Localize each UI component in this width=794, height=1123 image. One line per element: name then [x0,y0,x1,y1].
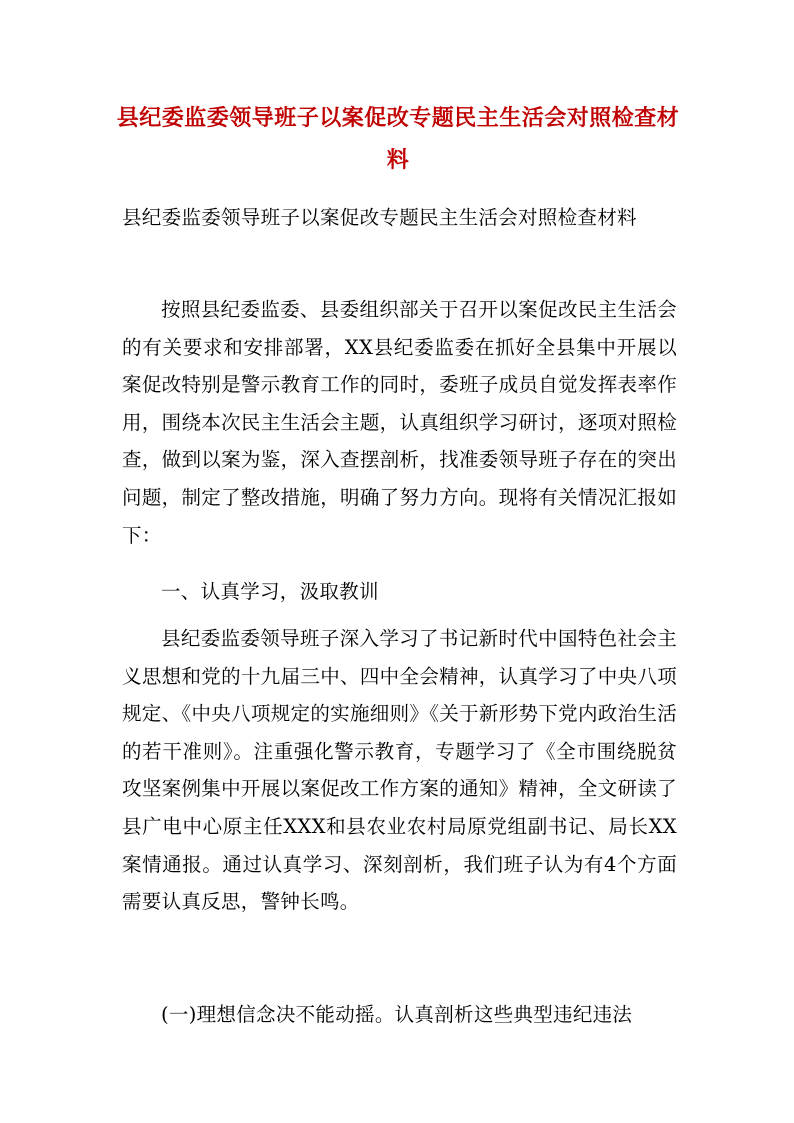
document-subtitle: 县纪委监委领导班子以案促改专题民主生活会对照检查材料 [122,206,637,229]
section-heading-1: 一、认真学习，汲取教训 [161,580,379,603]
document-title: 县纪委监委领导班子以案促改专题民主生活会对照检查材料 [116,105,680,173]
intro-paragraph: 按照县纪委监委、县委组织部关于召开以案促改民主生活会的有关要求和安排部署，XX县纪委监委在抓好全县集中开展以案促改特别是警示教育工作的同时，委班子成员自觉发挥表率作用，围绕本次民主生活会主题，认真组织学习研讨，逐项对照检查，做到以案为鉴，深入查摆剖析，找准委领导班子存在的突出问题，制定了整改措施，明确了努力方向。现将有关情况汇报如下： [122,298,677,547]
section-1-paragraph: 县纪委监委领导班子深入学习了书记新时代中国特色社会主义思想和党的十九届三中、四中全会精神，认真学习了中央八项规定、《中央八项规定的实施细则》《关于新形势下党内政治生活的若干准则》。注重强化警示教育，专题学习了《全市围绕脱贫攻坚案例集中开展以案促改工作方案的通知》精神，全文研读了县广电中心原主任XXX和县农业农村局原党组副书记、局长XX案情通报。通过认真学习、深刻剖析，我们班子认为有4个方面需要认真反思，警钟长鸣。 [122,627,677,914]
subsection-1-paragraph: (一)理想信念决不能动摇。认真剖析这些典型违纪违法 [161,1003,633,1026]
